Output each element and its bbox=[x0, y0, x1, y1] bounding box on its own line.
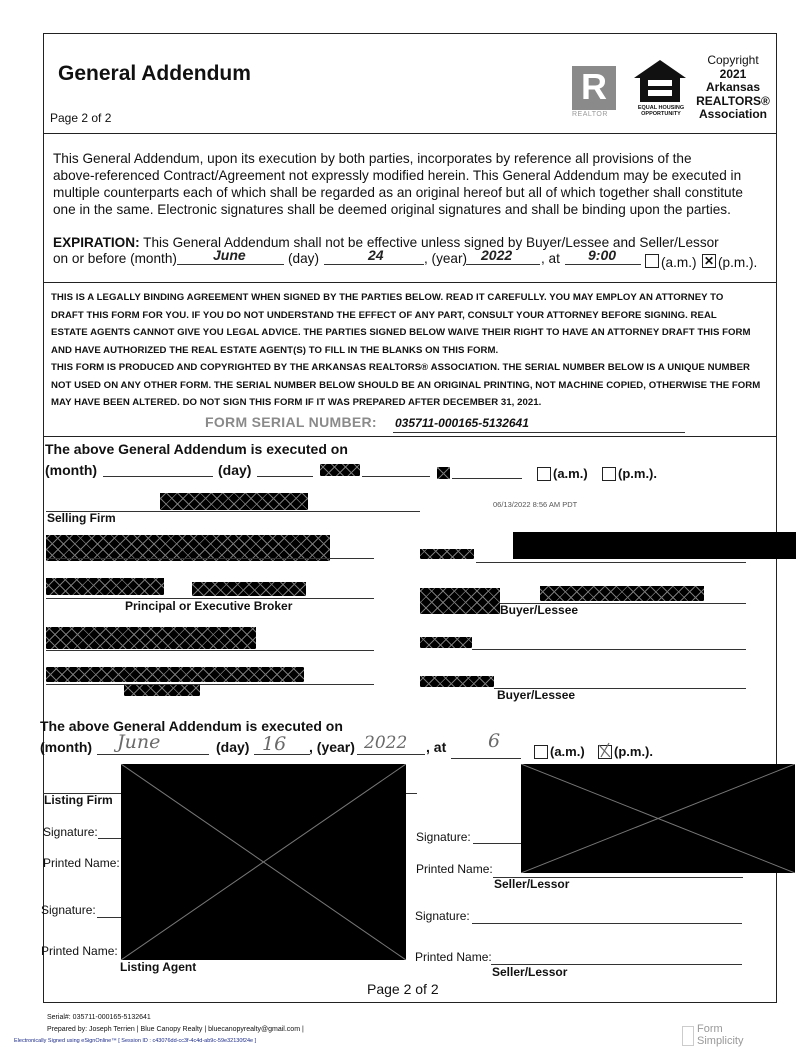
signature-line bbox=[46, 650, 374, 651]
expiration-line1 bbox=[53, 234, 719, 251]
seller-lessor-label: Seller/Lessor bbox=[494, 877, 570, 891]
footer-esign: Electronically Signed using eSignOnline™ [ Session ID : c43076dd-cc3f-4c4d-ab9c-59e32130f24e ] bbox=[14, 1038, 257, 1044]
expiration-day: 24 bbox=[368, 247, 384, 263]
redaction-box bbox=[124, 684, 200, 696]
signature-line bbox=[476, 562, 746, 563]
copyright-block bbox=[694, 54, 772, 122]
signature-line bbox=[97, 917, 122, 918]
redaction-box bbox=[160, 493, 308, 510]
serial-blank bbox=[393, 432, 685, 433]
page-label: Page 2 of 2 bbox=[50, 111, 112, 125]
redaction-box bbox=[420, 676, 494, 687]
time-blank bbox=[565, 264, 641, 265]
eho-line2: OPPORTUNITY bbox=[641, 111, 681, 117]
redaction-box bbox=[420, 637, 472, 648]
footer-serial: Serial#: 035711-000165-5132641 bbox=[47, 1014, 151, 1021]
buyer-time-blank bbox=[452, 478, 522, 479]
realtor-logo bbox=[572, 66, 616, 110]
seller-lessor-label: Seller/Lessor bbox=[492, 965, 568, 979]
redaction-box bbox=[46, 627, 256, 649]
buyer-am-checkbox[interactable] bbox=[537, 467, 551, 481]
copyright-line: Copyright bbox=[707, 53, 759, 67]
redaction-box bbox=[192, 582, 306, 596]
copyright-org: Arkansas bbox=[705, 80, 761, 94]
printed-name-label: Printed Name: bbox=[43, 856, 120, 870]
seller-day-value: 16 bbox=[262, 733, 287, 755]
legal-line: AND HAVE AUTHORIZED THE REAL ESTATE AGENT(S) TO FILL IN THE BLANKS ON THIS FORM. bbox=[51, 344, 499, 356]
legal-line: DRAFT THIS FORM FOR YOU. IF YOU DO NOT UNDERSTAND THE EFFECT OF ANY PART, CONSULT YOUR ATTORNEY BEFORE SIGNING. REAL bbox=[51, 309, 717, 321]
page-title: General Addendum bbox=[58, 62, 251, 85]
seller-am-checkbox[interactable] bbox=[534, 745, 548, 759]
expiration-text: This General Addendum shall not be effective unless signed by Buyer/Lessee and Seller/Lessor bbox=[143, 235, 719, 250]
seller-time-value: 6 bbox=[488, 730, 501, 752]
day-blank bbox=[324, 264, 424, 265]
selling-firm-label: Selling Firm bbox=[47, 511, 116, 525]
expiration-text2: on or before (month) bbox=[53, 251, 177, 266]
listing-agent-label: Listing Agent bbox=[120, 960, 197, 974]
buyer-day-label: (day) bbox=[218, 462, 252, 478]
seller-month-label: (month) bbox=[40, 739, 93, 755]
legal-line: NOT USED ON ANY OTHER FORM. THE SERIAL NUMBER BELOW SHOULD BE AN ORIGINAL PRINTING, NOT MACHINE COPIED, OTHERWISE THE FORM bbox=[51, 379, 761, 391]
brand-line: Simplicity bbox=[697, 1035, 744, 1047]
realtor-logo-letter: R bbox=[581, 66, 607, 107]
redaction-box bbox=[521, 764, 795, 873]
redaction-box bbox=[437, 467, 450, 479]
redaction-box bbox=[121, 764, 406, 960]
legal-line: ESTATE AGENTS CANNOT GIVE YOU LEGAL ADVICE. THE PARTIES SIGNED BELOW WAIVE THEIR RIGHT TO HAVE AN ATTORNEY DRAFT THIS FORM bbox=[51, 327, 751, 338]
seller-month-blank bbox=[97, 754, 209, 755]
month-blank bbox=[177, 264, 284, 265]
seller-at-label: , at bbox=[426, 739, 447, 755]
expiration-divider bbox=[43, 282, 777, 283]
intro-paragraph bbox=[53, 150, 773, 218]
header-divider bbox=[43, 133, 777, 134]
serial-label: FORM SERIAL NUMBER: bbox=[205, 414, 377, 430]
buyer-month-label: (month) bbox=[45, 462, 98, 478]
signature-label: Signature: bbox=[41, 903, 96, 917]
realtor-logo-text: REALTOR bbox=[572, 111, 608, 118]
redaction-box bbox=[513, 532, 796, 559]
signature-line bbox=[98, 838, 122, 839]
form-simplicity-brand bbox=[697, 1023, 743, 1047]
signature-line bbox=[46, 558, 374, 559]
buyer-year-blank bbox=[362, 476, 430, 477]
redaction-box bbox=[46, 578, 164, 595]
redaction-box bbox=[540, 586, 704, 601]
am-checkbox[interactable] bbox=[645, 254, 659, 268]
seller-year-label: , (year) bbox=[309, 739, 355, 755]
redaction-cross-icon bbox=[121, 764, 406, 960]
signature-label: Signature: bbox=[416, 830, 471, 844]
year-blank bbox=[466, 264, 540, 265]
intro-line: above-referenced Contract/Agreement not expressly modified herein. This General Addendum may be executed in bbox=[53, 168, 742, 183]
checkmark-icon bbox=[598, 742, 612, 758]
buyer-month-blank bbox=[103, 476, 213, 477]
page-number: Page 2 of 2 bbox=[367, 981, 439, 997]
expiration-month: June bbox=[213, 247, 246, 263]
at-label: , at bbox=[541, 251, 560, 266]
redaction-box bbox=[320, 464, 360, 476]
seller-time-blank bbox=[451, 758, 521, 759]
eho-line1: EQUAL HOUSING bbox=[637, 105, 685, 111]
buyer-lessee-label: Buyer/Lessee bbox=[500, 603, 579, 617]
footer-prepared-by: Prepared by: Joseph Terrien | Blue Canopy Realty | bluecanopyrealty@gmail.com | bbox=[47, 1026, 304, 1033]
seller-am-label: (a.m.) bbox=[550, 744, 585, 759]
intro-line: This General Addendum, upon its execution by both parties, incorporates by reference all provisions of the bbox=[53, 151, 692, 166]
buyer-lessee-label: Buyer/Lessee bbox=[497, 688, 576, 702]
pm-checkbox[interactable]: ✕ bbox=[703, 254, 715, 268]
printed-name-label: Printed Name: bbox=[416, 862, 493, 876]
buyer-executed-heading: The above General Addendum is executed on bbox=[45, 441, 348, 457]
seller-pm-label: (p.m.). bbox=[614, 744, 653, 759]
seller-year-blank bbox=[357, 754, 425, 755]
copyright-org: REALTORS® bbox=[696, 93, 770, 108]
legal-line: THIS FORM IS PRODUCED AND COPYRIGHTED BY THE ARKANSAS REALTORS® ASSOCIATION. THE SERIAL NUMBER BELOW IS A UNIQUE NUMBER bbox=[51, 362, 751, 373]
printed-name-label: Printed Name: bbox=[41, 944, 118, 958]
signature-line bbox=[473, 843, 523, 844]
expiration-year: 2022 bbox=[481, 247, 513, 263]
signature-label: Signature: bbox=[43, 825, 98, 839]
brand-line: Form bbox=[697, 1023, 723, 1035]
legal-notice bbox=[51, 289, 773, 412]
name-line bbox=[46, 684, 374, 685]
buyer-pm-label: (p.m.). bbox=[618, 466, 657, 481]
legal-line: THIS IS A LEGALLY BINDING AGREEMENT WHEN SIGNED BY THE PARTIES BELOW. READ IT CAREFULLY. YOU MAY EMPLOY AN ATTORNEY TO bbox=[51, 292, 724, 303]
form-simplicity-icon bbox=[682, 1026, 694, 1046]
redaction-box bbox=[46, 667, 304, 682]
equal-housing-icon bbox=[632, 58, 688, 108]
seller-day-label: (day) bbox=[216, 739, 250, 755]
copyright-org: Association bbox=[698, 107, 767, 121]
legal-line: MAY HAVE BEEN ALTERED. DO NOT SIGN THIS FORM IF IT WAS PREPARED AFTER DECEMBER 31, 2021. bbox=[51, 397, 542, 408]
esign-timestamp: 06/13/2022 8:56 AM PDT bbox=[493, 500, 578, 509]
principal-broker-label: Principal or Executive Broker bbox=[125, 599, 293, 613]
legal-divider bbox=[43, 436, 777, 437]
listing-firm-label: Listing Firm bbox=[44, 793, 113, 807]
signature-line bbox=[472, 923, 742, 924]
intro-line: multiple counterparts each of which shall be regarded as an original hereof but all of which together shall constitute bbox=[53, 185, 743, 200]
signature-label: Signature: bbox=[415, 909, 470, 923]
redaction-box bbox=[420, 549, 474, 559]
day-label: (day) bbox=[288, 251, 319, 266]
eho-text bbox=[630, 105, 692, 117]
seller-year-value: 2022 bbox=[364, 733, 408, 753]
signature-line bbox=[472, 649, 746, 650]
redaction-box bbox=[420, 588, 500, 614]
printed-name-label: Printed Name: bbox=[415, 950, 492, 964]
seller-executed-heading: The above General Addendum is executed on bbox=[40, 718, 343, 734]
expiration-heading: EXPIRATION: bbox=[53, 235, 140, 250]
serial-value: 035711-000165-5132641 bbox=[395, 416, 529, 430]
year-label: , (year) bbox=[424, 251, 468, 266]
buyer-pm-checkbox[interactable] bbox=[602, 467, 616, 481]
redaction-cross-icon bbox=[521, 764, 795, 873]
expiration-time: 9:00 bbox=[588, 247, 617, 263]
buyer-day-blank bbox=[257, 476, 313, 477]
pm-label: (p.m.). bbox=[718, 255, 758, 270]
seller-pm-checkbox[interactable] bbox=[598, 745, 612, 759]
buyer-am-label: (a.m.) bbox=[553, 466, 588, 481]
seller-month-value: June bbox=[117, 731, 161, 753]
copyright-year: 2021 bbox=[719, 66, 747, 81]
am-label: (a.m.) bbox=[661, 255, 697, 270]
intro-line: one in the same. Electronic signatures shall be deemed original signatures and shall be binding upon the parties. bbox=[53, 202, 731, 217]
